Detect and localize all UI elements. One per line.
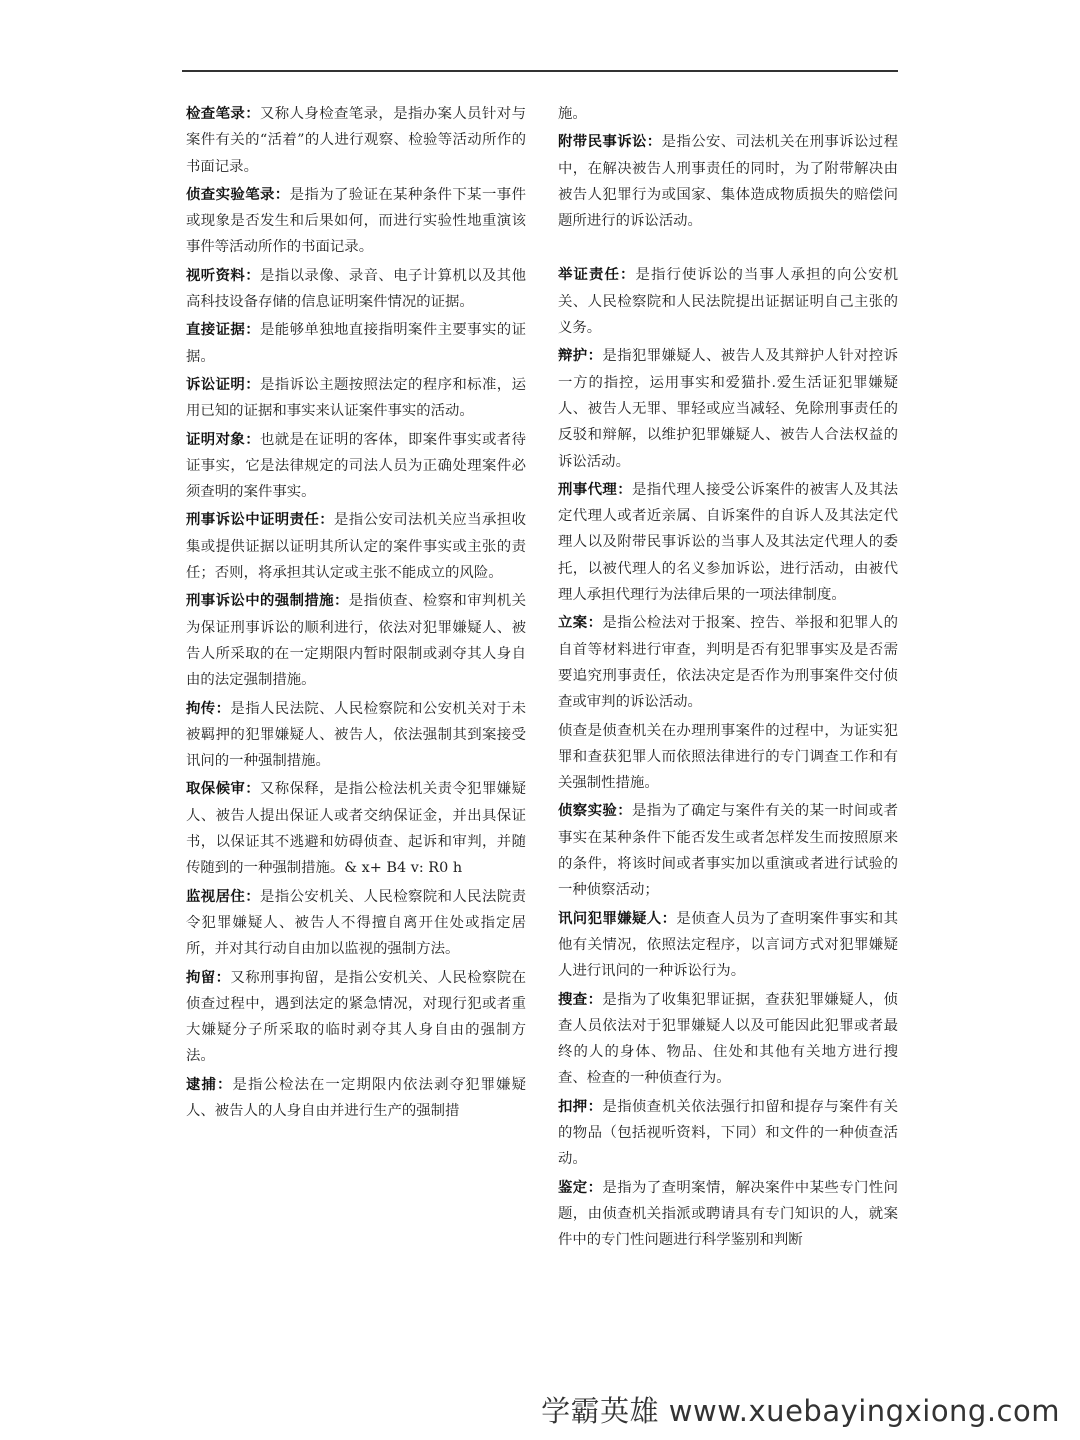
term-label: 侦查实验笔录： (186, 185, 290, 203)
definition-text: 是指为了确定与案件有关的某一时间或者事实在某种条件下能否发生或者怎样发生而按照原来的条件，将该时间或者事实加以重演或者进行试验的一种侦察活动； (558, 803, 898, 899)
definition-entry (558, 262, 898, 341)
term-label: 检查笔录： (186, 105, 260, 122)
definition-text: 是指侦查、检察和审判机关为保证刑事诉讼的顺利进行，依法对犯罪嫌疑人、被告人所采取的在一定期限内暂时限制或剥夺其人身自由的法定强制措施。 (186, 593, 526, 689)
term-label: 逮捕： (186, 1075, 233, 1093)
definition-text: 又称刑事拘留，是指公安机关、人民检察院在侦查过程中，遇到法定的紧急情况，对现行犯或者重大嫌疑分子所采取的临时剥夺其人身自由的强制方法。 (186, 969, 526, 1065)
term-label: 证明对象： (186, 430, 260, 448)
blank-line (558, 236, 898, 262)
definition-entry (186, 101, 526, 180)
term-label: 拘传： (186, 699, 231, 717)
definition-entry (186, 263, 526, 316)
definition-entry (186, 588, 526, 693)
definition-text: 是指为了收集犯罪证据，查获犯罪嫌疑人，侦查人员依法对于犯罪嫌疑人以及可能因此犯罪或者最终的人的身体、物品、住处和其他有关地方进行搜查、检查的一种侦查行为。 (558, 991, 898, 1087)
definition-entry (186, 372, 526, 425)
definition-entry (558, 906, 898, 985)
definition-entry (186, 696, 526, 775)
definition-entry (186, 776, 526, 881)
definition-entry (186, 427, 526, 506)
left-column (186, 101, 526, 1126)
definition-entry (186, 884, 526, 963)
definition-text: 是指犯罪嫌疑人、被告人及其辩护人针对控诉一方的指控，运用事实和爱猫扑.爱生活证犯罪嫌疑人、被告人无罪、罪轻或应当减轻、免除刑事责任的反驳和辩解，以维护犯罪嫌疑人、被告人合法权益的诉讼活动。 (558, 348, 898, 470)
definition-text: 是指公检法在一定期限内依法剥夺犯罪嫌疑人、被告人的人身自由并进行生产的强制措 (186, 1076, 526, 1119)
definition-text: 是指为了查明案情，解决案件中某些专门性问题，由侦查机关指派或聘请具有专门知识的人，就案件中的专门性问题进行科学鉴别和判断 (558, 1179, 898, 1249)
definition-entry (186, 965, 526, 1070)
definition-text: 是指为了验证在某种条件下某一事件或现象是否发生和后果如何，而进行实验性地重演该事件等活动所作的书面记录。 (186, 186, 526, 256)
term-label: 取保候审： (186, 780, 260, 798)
definition-entry (558, 129, 898, 234)
term-label: 辩护： (558, 347, 603, 365)
term-label: 诉讼证明： (186, 375, 260, 393)
term-label: 扣押： (558, 1097, 603, 1115)
continuation-text: 施。 (558, 106, 587, 122)
term-label: 刑事代理： (558, 480, 632, 498)
header-rule (182, 70, 898, 72)
definition-text: 是指公检法对于报案、控告、举报和犯罪人的自首等材料进行审查，判明是否有犯罪事实及是否需要追究刑事责任，依法决定是否作为刑事案件交付侦查或审判的诉讼活动。 (558, 615, 898, 711)
definition-entry (558, 718, 898, 797)
term-label: 立案： (558, 614, 603, 632)
definition-entry (558, 343, 898, 474)
definition-text: 也就是在证明的客体，即案件事实或者待证事实，它是法律规定的司法人员为正确处理案件必须查明的案件事实。 (186, 431, 526, 501)
definition-entry (558, 798, 898, 903)
definition-text: 又称人身检查笔录，是指办案人员针对与案件有关的“活着”的人进行观察、检验等活动所作的书面记录。 (186, 106, 526, 175)
definition-text: 是指以录像、录音、电子计算机以及其他高科技设备存储的信息证明案件情况的证据。 (186, 267, 526, 311)
definition-text: 是指人民法院、人民检察院和公安机关对于未被羁押的犯罪嫌疑人、被告人，依法强制其到案接受讯问的一种强制措施。 (186, 700, 526, 770)
definition-entry (558, 1094, 898, 1173)
definition-text: 又称保释，是指公检法机关责令犯罪嫌疑人、被告人提出保证人或者交纳保证金，并出具保证书，以保证其不逃避和妨碍侦查、起诉和审判，并随传随到的一种强制措施。& x+ B4 v: R0 h (186, 781, 526, 877)
definition-entry (558, 1175, 898, 1254)
definition-text: 是指公安、司法机关在刑事诉讼过程中，在解决被告人刑事责任的同时，为了附带解决由被告人犯罪行为或国家、集体造成物质损失的赔偿问题所进行的诉讼活动。 (558, 134, 898, 230)
term-label: 讯问犯罪嫌疑人： (558, 909, 677, 927)
definition-text: 是指诉讼主题按照法定的程序和标准，运用已知的证据和事实来认证案件事实的活动。 (186, 376, 526, 420)
definition-text: 是指公安机关、人民检察院和人民法院责令犯罪嫌疑人、被告人不得擅自离开住处或指定居所，并对其行动自由加以监视的强制方法。 (186, 888, 526, 958)
term-label: 直接证据： (186, 321, 260, 339)
right-column (558, 101, 898, 1255)
definition-text: 是指侦查机关依法强行扣留和提存与案件有关的物品（包括视听资料，下同）和文件的一种侦查活动。 (558, 1098, 898, 1168)
definition-entry (558, 987, 898, 1092)
term-label: 侦察实验： (558, 802, 632, 820)
term-label: 举证责任： (558, 266, 636, 284)
definition-text: 是指代理人接受公诉案件的被害人及其法定代理人或者近亲属、自诉案件的自诉人及其法定代理人以及附带民事诉讼的当事人及其法定代理人的委托，以被代理人的名义参加诉讼，进行活动，由被代理人承担代理行为法律后果的一项法律制度。 (558, 481, 898, 604)
term-label: 拘留： (186, 968, 231, 986)
term-label: 刑事诉讼中证明责任： (186, 511, 334, 529)
definition-entry (558, 477, 898, 608)
term-label: 搜查： (558, 990, 603, 1008)
definition-text: 是指行使诉讼的当事人承担的向公安机关、人民检察院和人民法院提出证据证明自己主张的义务。 (558, 267, 898, 337)
definition-text: 是能够单独地直接指明案件主要事实的证据。 (186, 322, 526, 365)
definition-entry (186, 507, 526, 586)
term-label: 鉴定： (558, 1178, 603, 1196)
definition-entry (186, 317, 526, 370)
term-label: 视听资料： (186, 266, 260, 284)
definition-text: 是侦查人员为了查明案件事实和其他有关情况，依照法定程序，以言词方式对犯罪嫌疑人进行讯问的一种诉讼行为。 (558, 910, 898, 980)
term-label: 监视居住： (186, 887, 260, 905)
definition-entry (186, 182, 526, 261)
definition-text: 是指公安司法机关应当承担收集或提供证据以证明其所认定的案件事实或主张的责任；否则，将承担其认定或主张不能成立的风险。 (186, 512, 526, 582)
term-label: 刑事诉讼中的强制措施： (186, 592, 349, 610)
definition-text: 侦查是侦查机关在办理刑事案件的过程中，为证实犯罪和查获犯罪人而依照法律进行的专门调查工作和有关强制性措施。 (558, 722, 898, 792)
site-watermark: 学霸英雄 www.xuebayingxiong.com (541, 1394, 1060, 1428)
term-label: 附带民事诉讼： (558, 133, 662, 151)
definition-entry (558, 610, 898, 715)
definition-entry (186, 1072, 526, 1125)
